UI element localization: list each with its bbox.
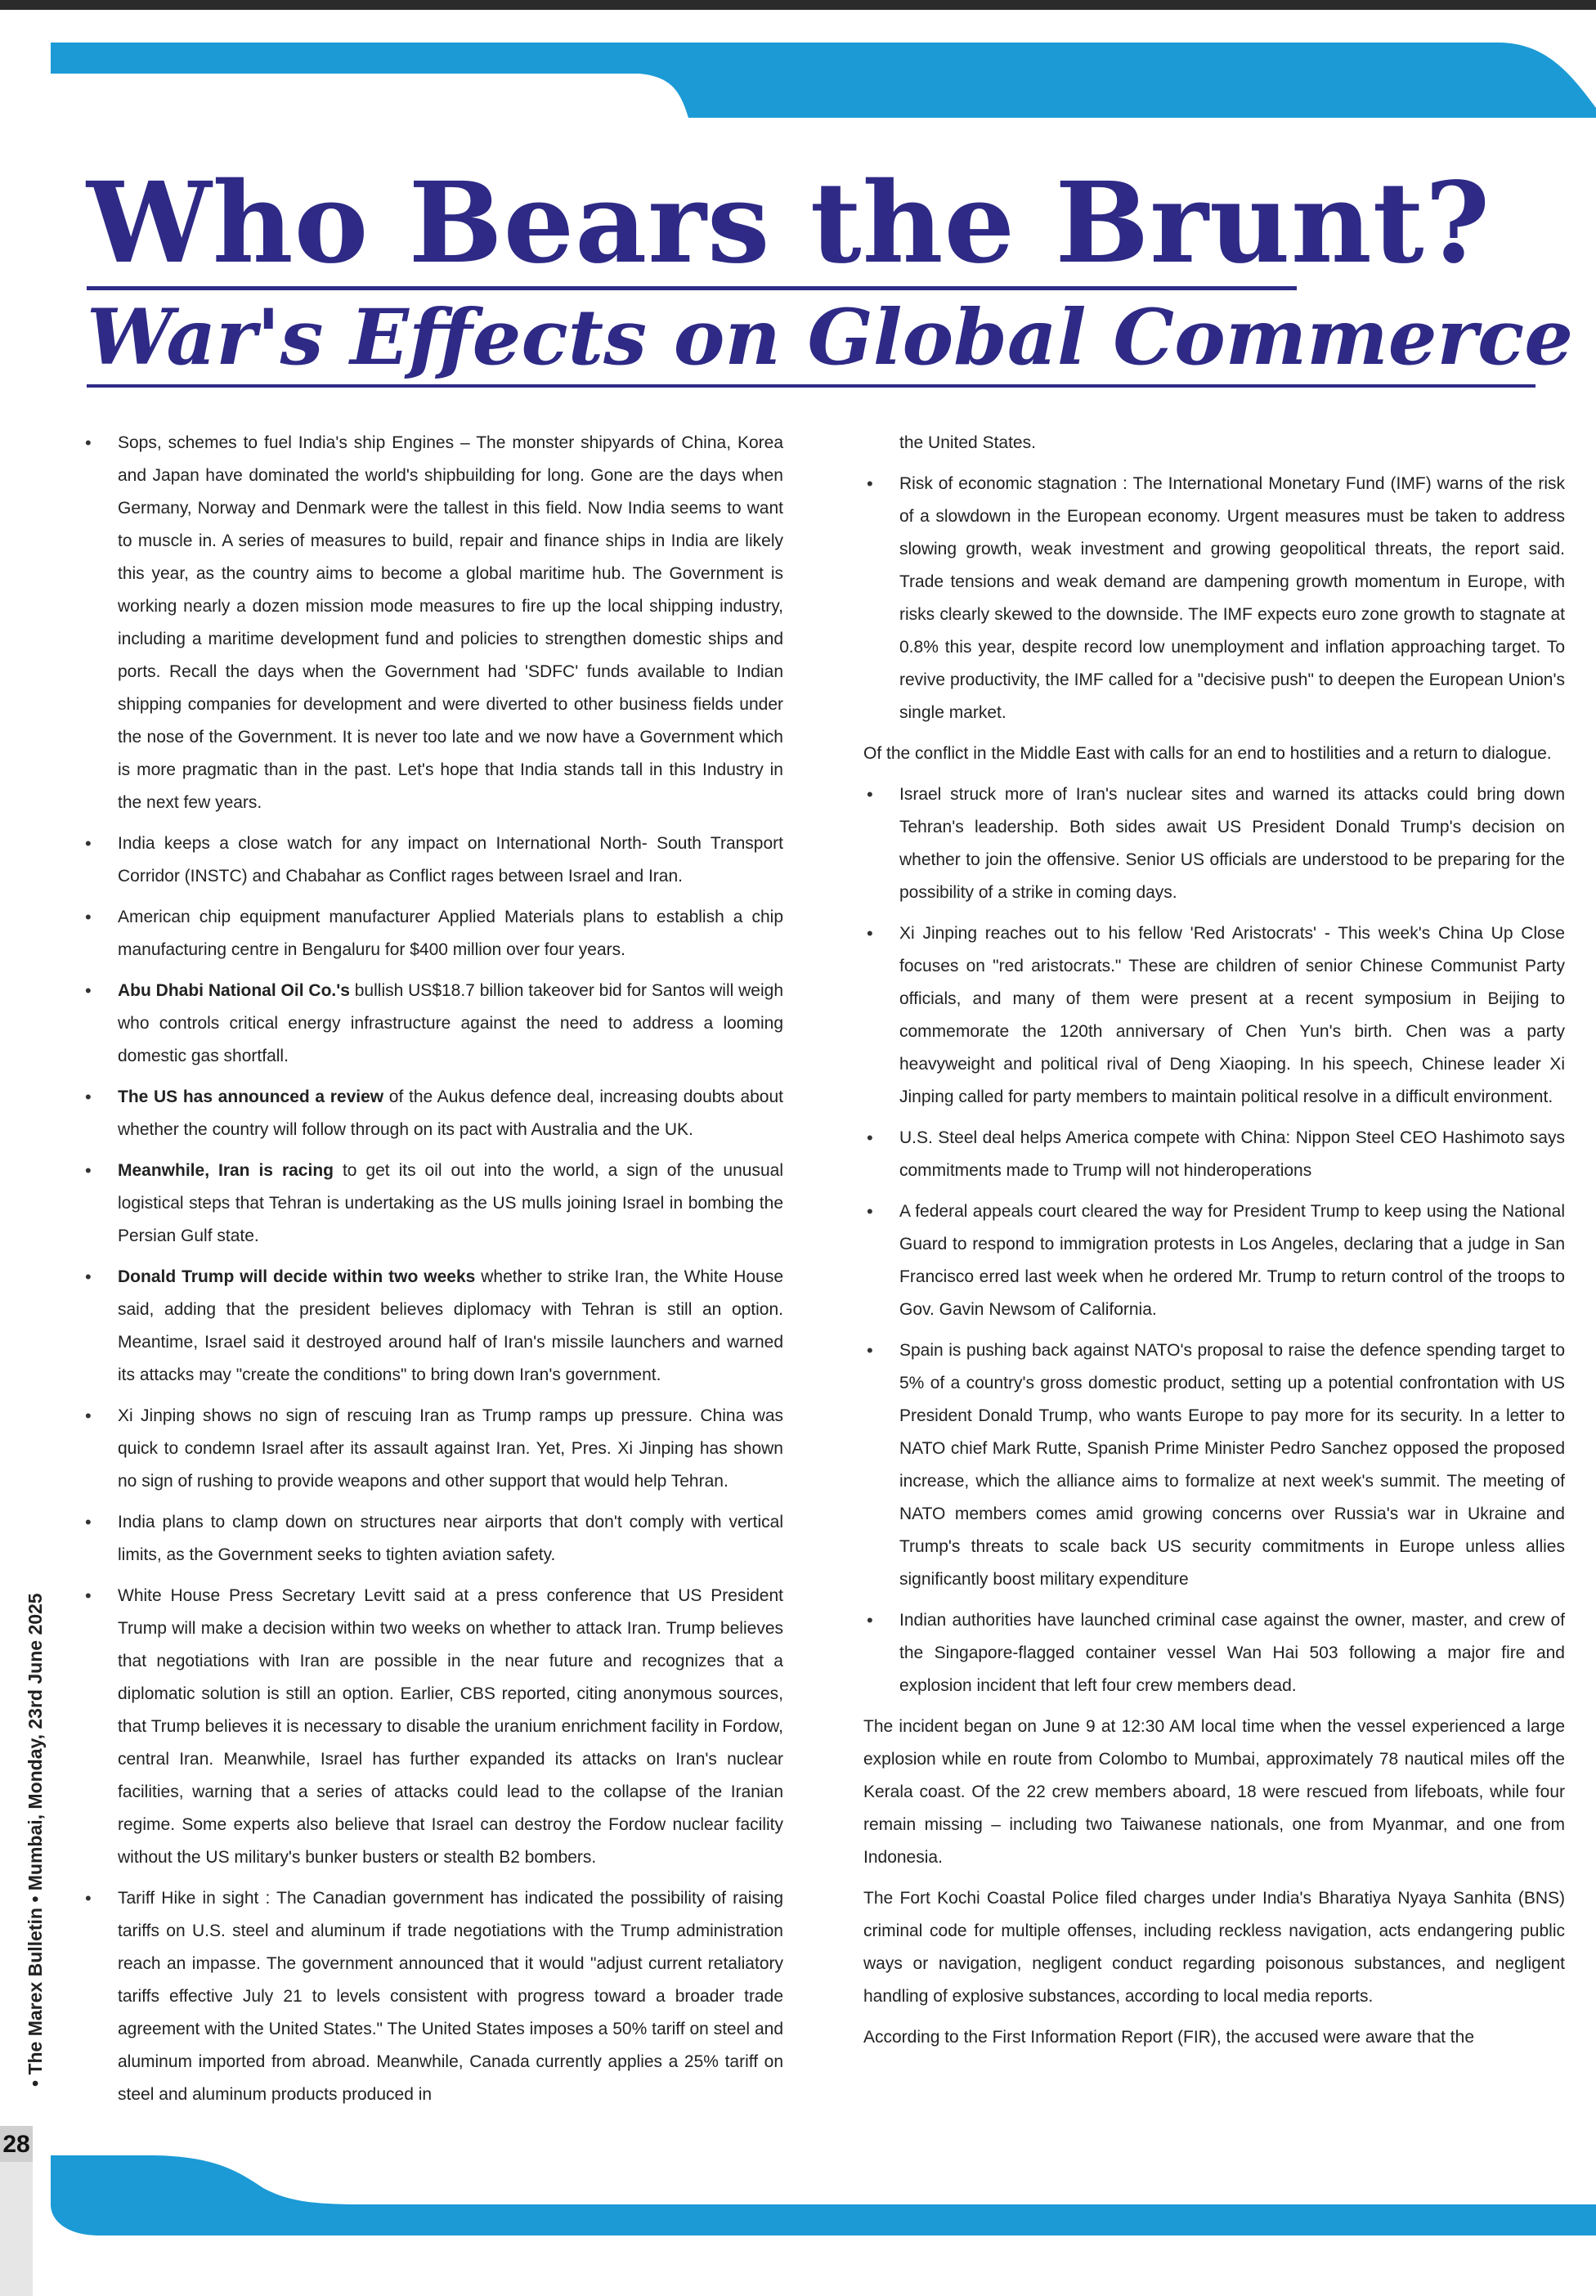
bullet-text: Indian authorities have launched criminal case against the owner, master, and crew of the Singapore-flagged container vessel Wan Hai 503 following a major fire and explosion incident that left four crew members dead.: [899, 1611, 1565, 1695]
bullet-text: Risk of economic stagnation : The International Monetary Fund (IMF) warns of the risk of a slowdown in the European economy. Urgent measures must be taken to address slowing growth, weak investment and growing geopolitical threats, the report said. Trade tensions and weak demand are dampening growth momentum in Europe, with risks clearly skewed to the downside. The IMF expects euro zone growth to stagnate at 0.8% this year, despite record low unemployment and inflation approaching target. To revive productivity, the IMF called for a "decisive push" to deepen the European Union's single market.: [899, 474, 1565, 722]
side-label-text: • The Marex Bulletin • Mumbai, Monday, 23rd June 2025: [25, 1593, 46, 2087]
bullet-item: [82, 1261, 783, 1392]
bullet-item: [82, 1882, 783, 2111]
continuation-text: the United States.: [899, 433, 1036, 452]
bullet-item: [863, 778, 1565, 909]
bullet-lead: Abu Dhabi National Oil Co.'s: [118, 981, 350, 1000]
bullet-item: [82, 427, 783, 819]
bullet-text: Sops, schemes to fuel India's ship Engines – The monster shipyards of China, Korea and Japan have dominated the world's shipbuilding for long. Gone are the days when Germany, Norway and Denmark were the tallest in this field. Now India seems to want to muscle in. A series of measures to build, repair and finance ships in India are likely this year, as the country aims to become a global maritime hub. The Government is working nearly a dozen mission mode measures to fire up the local shipping industry, including a maritime development fund and policies to strengthen domestic ships and ports. Recall the days when the Government had 'SDFC' funds available to Indian shipping companies for development and were diverted to other business fields under the nose of the Government. It is never too late and we now have a Government which is more pragmatic than in the past. Let's hope that India stands tall in this Industry in the next few years.: [118, 433, 783, 812]
bullet-item: [863, 1334, 1565, 1596]
bullet-text: American chip equipment manufacturer Applied Materials plans to establish a chip manufacturing centre in Bengaluru for $400 million over four years.: [118, 908, 783, 959]
page-number: 28: [2, 2131, 30, 2158]
bullet-item: [863, 917, 1565, 1114]
bullet-item: [863, 468, 1565, 729]
bullet-text: Xi Jinping shows no sign of rescuing Iran as Trump ramps up pressure. China was quick to condemn Israel after its assault against Iran. Yet, Pres. Xi Jinping has shown no sign of rushing to provide weapons and other support that would help Tehran.: [118, 1406, 783, 1491]
bullet-text: Spain is pushing back against NATO's proposal to raise the defence spending target to 5% of a country's gross domestic product, setting up a potential confrontation with US President Donald Trump, who wants Europe to pay more for its security. In a letter to NATO chief Mark Rutte, Spanish Prime Minister Pedro Sanchez opposed the proposed increase, which the alliance aims to formalize at next week's summit. The meeting of NATO members comes amid growing concerns over Russia's war in Ukraine and Trump's threats to scale back US security commitments in Europe unless allies significantly boost military expenditure: [899, 1341, 1565, 1589]
page-title: Who Bears the Brunt?: [87, 158, 1491, 289]
bullet-item: [863, 1122, 1565, 1187]
bullet-text: Israel struck more of Iran's nuclear sites and warned its attacks could bring down Tehran's leadership. Both sides await US President Donald Trump's decision on whether to join the offensive. Senior US officials are understood to be preparing for the possibility of a strike in coming days.: [899, 785, 1565, 902]
bullet-text: Xi Jinping reaches out to his fellow 'Red Aristocrats' - This week's China Up Close focuses on "red aristocrats." These are children of senior Chinese Communist Party officials, and many of them were present at a recent symposium in Beijing to commemorate the 120th anniversary of Chen Yun's birth. Chen was a party heavyweight and political rival of Deng Xiaoping. In his speech, Chinese leader Xi Jinping called for party members to maintain political resolve in a difficult environment.: [899, 924, 1565, 1106]
bullet-lead: The US has announced a review: [118, 1087, 384, 1106]
bullet-lead: Meanwhile, Iran is racing: [118, 1161, 334, 1180]
bullet-item: [82, 901, 783, 966]
bullet-text: to get its oil out into the world, a sign of the unusual logistical steps that Tehran is undertaking as the US mulls joining Israel in bombing the Persian Gulf state.: [118, 1161, 783, 1245]
bullet-item: [82, 1580, 783, 1874]
right-bullet-list-b: [863, 778, 1565, 1702]
bullet-item: [82, 975, 783, 1073]
bottom-blue-banner: [51, 2155, 1596, 2235]
bullet-item: [82, 827, 783, 893]
body-paragraph: According to the First Information Report (FIR), the accused were aware that the: [863, 2028, 1474, 2047]
left-bullet-list: [82, 427, 783, 2111]
top-blue-banner: [51, 43, 1596, 118]
bullet-item: [82, 1506, 783, 1572]
left-margin-strip: [0, 2162, 33, 2296]
conflict-paragraph: Of the conflict in the Middle East with calls for an end to hostilities and a return to dialogue.: [863, 744, 1552, 763]
page-subtitle: War's Effects on Global Commerce: [87, 294, 1535, 388]
bullet-text: Tariff Hike in sight : The Canadian government has indicated the possibility of raising tariffs on U.S. steel and aluminum if trade negotiations with the Trump administration reach an impasse. The government announced that it would "adjust current retaliatory tariffs effective July 21 to levels consistent with progress toward a broader trade agreement with the United States." The United States imposes a 50% tariff on steel and aluminum imported from abroad. Meanwhile, Canada currently applies a 25% tariff on steel and aluminum products produced in: [118, 1889, 783, 2104]
bullet-item: [82, 1155, 783, 1253]
bullet-item: [863, 1604, 1565, 1702]
bullet-text: U.S. Steel deal helps America compete with China: Nippon Steel CEO Hashimoto says commitments made to Trump will not hinderoperations: [899, 1128, 1565, 1180]
body-paragraph: The incident began on June 9 at 12:30 AM local time when the vessel experienced a large explosion while en route from Colombo to Mumbai, approximately 78 nautical miles off the Kerala coast. Of the 22 crew members aboard, 18 were rescued from lifeboats, while four remain missing – including two Taiwanese nationals, one from Myanmar, and one from Indonesia.: [863, 1717, 1565, 1867]
left-column: [82, 427, 783, 2119]
bullet-text: India keeps a close watch for any impact on International North- South Transport Corridor (INSTC) and Chabahar as Conflict rages between Israel and Iran.: [118, 834, 783, 886]
right-column: [863, 427, 1565, 2062]
bullet-item: [82, 1081, 783, 1146]
bullet-text: of the Aukus defence deal, increasing doubts about whether the country will follow through on its pact with Australia and the UK.: [118, 1087, 783, 1139]
bullet-lead: Donald Trump will decide within two weeks: [118, 1267, 476, 1286]
bullet-text: A federal appeals court cleared the way for President Trump to keep using the National Guard to respond to immigration protests in Los Angeles, declaring that a judge in San Francisco erred last week when he ordered Mr. Trump to return control of the troops to Gov. Gavin Newsom of California.: [899, 1202, 1565, 1319]
bullet-text: bullish US$18.7 billion takeover bid for Santos will weigh who controls critical energy infrastructure against the need to address a looming domestic gas shortfall.: [118, 981, 783, 1065]
body-paragraph: The Fort Kochi Coastal Police filed charges under India's Bharatiya Nyaya Sanhita (BNS) criminal code for multiple offenses, including reckless navigation, acts endangering public ways or navigation, negligent conduct regarding poisonous substances, and negligent handling of explosive substances, according to local media reports.: [863, 1889, 1565, 2006]
right-paragraphs: [863, 1711, 1565, 2054]
bullet-text: India plans to clamp down on structures near airports that don't comply with vertical limits, as the Government seeks to tighten aviation safety.: [118, 1513, 783, 1564]
bullet-item: [82, 1400, 783, 1498]
right-bullet-list-a: [863, 468, 1565, 729]
bullet-text: whether to strike Iran, the White House said, adding that the president believes diplomacy with Tehran is still an option. Meantime, Israel said it destroyed around half of Iran's missile launchers and warned its attacks may "create the conditions" to bring down Iran's government.: [118, 1267, 784, 1384]
top-dark-bar: [0, 0, 1596, 10]
bullet-text: White House Press Secretary Levitt said at a press conference that US President Trump will make a decision within two weeks on whether to attack Iran. Trump believes that negotiations with Iran are possible in the near future and recognizes that a diplomatic solution is still an option. Earlier, CBS reported, citing anonymous sources, that Trump believes it is necessary to disable the uranium enrichment facility in Fordow, central Iran. Meanwhile, Israel has further expanded its attacks on Iran's nuclear facilities, warning that a series of attacks could lead to the collapse of the Iranian regime. Some experts also believe that Israel can destroy the Fordow nuclear facility without the US military's bunker busters or stealth B2 bombers.: [118, 1586, 783, 1867]
bullet-item: [863, 1195, 1565, 1326]
